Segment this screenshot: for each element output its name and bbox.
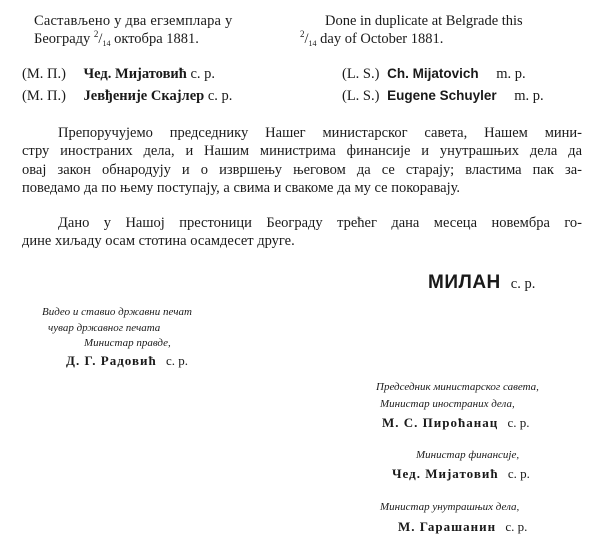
- seal-keeper-line-3: Министар правде,: [84, 337, 171, 349]
- proclamation-paragraph: [22, 124, 582, 198]
- minister-name: М. Гарашанин: [398, 519, 497, 534]
- signatory-name: Eugene Schuyler: [387, 88, 497, 103]
- seal-keeper-signature: [66, 353, 188, 369]
- minister-3-title: Министар унутрашњих дела,: [380, 501, 520, 513]
- serbian-location-text: Састављено у два егземплара у: [34, 13, 233, 29]
- paragraph-line: овај закон обнародују и о извршењу његовом да се старају; властима пак за-: [22, 161, 582, 178]
- english-location-text: Done in duplicate at Belgrade this: [325, 13, 523, 29]
- signed-mark: с. р.: [207, 88, 233, 104]
- minister-1-title-2: Министар иностраних дела,: [380, 398, 515, 410]
- seal-keeper-line-2: чувар државног печата: [48, 322, 161, 334]
- minister-name: М. С. Пироћанац: [382, 415, 499, 430]
- signature-right-1: [342, 66, 526, 83]
- paragraph-line: Препоручујемо председнику Нашег министарског савета, Нашем мини-: [58, 125, 582, 141]
- signed-mark: с. р.: [510, 276, 536, 292]
- minister-1-signature: [382, 415, 529, 431]
- serbian-city-text: Београду: [34, 31, 91, 47]
- signature-right-2: [342, 88, 544, 105]
- header-serbian-line-1: [34, 13, 232, 30]
- minister-name: Чед. Мијатовић: [392, 466, 499, 481]
- signed-mark: m. p.: [514, 88, 544, 104]
- serbian-date-fraction: $^2/_{14}$: [93, 29, 111, 48]
- minister-3-signature: [398, 519, 527, 535]
- seal-keeper-line-1: Видео и ставио државни печат: [42, 306, 192, 318]
- seal-mark: (L. S.): [342, 66, 380, 82]
- signature-left-1: [22, 66, 215, 83]
- minister-name: Д. Г. Радовић: [66, 353, 157, 368]
- signatory-name: Чед. Мијатовић: [83, 66, 187, 82]
- paragraph-line: поведамо да по њему поступају, а свима и свакоме да му се покоравају.: [22, 180, 461, 197]
- signed-mark: m. p.: [496, 66, 526, 82]
- signed-mark: с. р.: [505, 519, 528, 534]
- paragraph-line: стру иностраних дела, и Нашим министрима финансије и унутрашњих дела да: [22, 143, 582, 160]
- signed-mark: с. р.: [507, 466, 530, 481]
- header-english-line-2: [300, 31, 443, 48]
- signed-mark: с. р.: [507, 415, 530, 430]
- king-name: МИЛАН: [428, 272, 501, 293]
- english-date-text: day of October 1881.: [320, 31, 444, 47]
- paragraph-line: дине хиљаду осам стотина осамдесет друге.: [22, 233, 295, 250]
- serbian-date-text: октобра 1881.: [114, 31, 199, 47]
- paragraph-line: Дано у Нашој престоници Београду трећег дана месеца новембра го-: [58, 215, 582, 231]
- king-signature: [428, 272, 535, 294]
- seal-mark: (М. П.): [22, 88, 66, 104]
- minister-1-title-1: Председник министарског савета,: [376, 381, 539, 393]
- minister-2-title: Министар финансије,: [416, 449, 520, 461]
- header-serbian-line-2: [34, 31, 199, 48]
- signature-left-2: [22, 88, 232, 105]
- english-date-fraction: $^2/_{14}$: [300, 29, 317, 48]
- seal-mark: (L. S.): [342, 88, 380, 104]
- minister-2-signature: [392, 466, 530, 482]
- given-paragraph: [22, 214, 582, 251]
- signed-mark: с. р.: [165, 353, 188, 368]
- header-english-line-1: [325, 13, 523, 30]
- signatory-name: Ch. Mijatovich: [387, 66, 479, 81]
- signatory-name: Јевђеније Скајлер: [83, 88, 205, 104]
- signed-mark: с. р.: [190, 66, 216, 82]
- seal-mark: (М. П.): [22, 66, 66, 82]
